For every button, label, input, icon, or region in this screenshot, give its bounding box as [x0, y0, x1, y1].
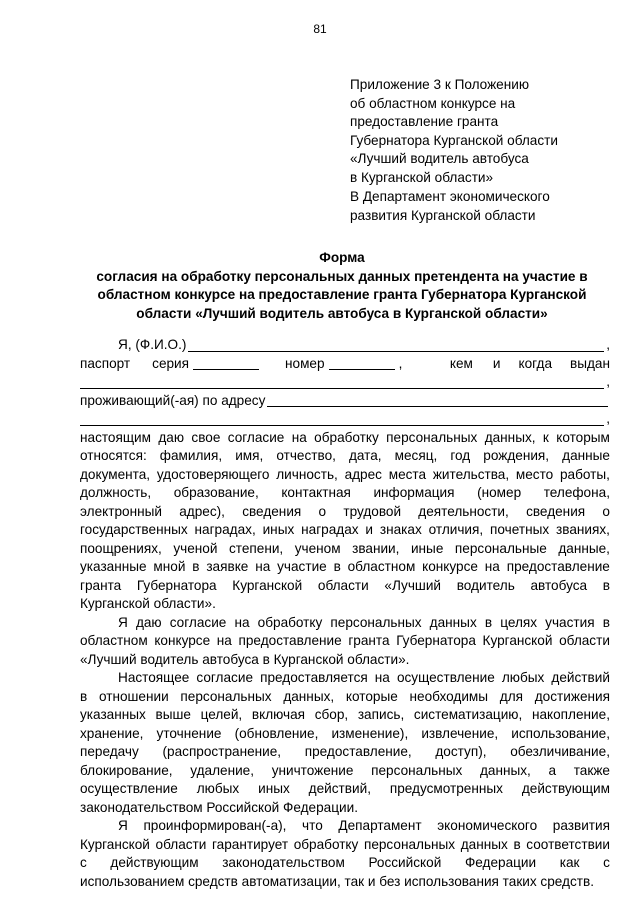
- text-line: использованием средств автоматизации, так и без использования таких средств.: [80, 873, 594, 889]
- addressee-line: В Департамент экономического: [350, 189, 550, 204]
- form-title-line: Форма: [319, 250, 365, 265]
- text-line: Я даю согласие на обработку персональных данных в целях участия в: [118, 614, 610, 630]
- appendix-line: в Курганской области»: [350, 169, 494, 185]
- issued-word: когда: [518, 355, 552, 371]
- addressee-line: развития Курганской области: [350, 207, 536, 223]
- form-title-line: области «Лучший водитель автобуса в Курганской области»: [136, 305, 548, 321]
- passport-label: паспорт: [80, 355, 131, 371]
- address-field-2[interactable]: [80, 412, 604, 426]
- text-line: должность, образование, контактная информация (номер телефона,: [80, 485, 610, 500]
- appendix-line: Приложение 3 к Положению: [350, 77, 530, 92]
- issued-by-field[interactable]: [80, 375, 604, 389]
- number-comma: ,: [398, 355, 403, 371]
- number-field[interactable]: [329, 356, 395, 370]
- issued-by-comma: ,: [606, 374, 610, 389]
- text-line: хранение, уточнение (обновление, изменение), извлечение, использование,: [80, 725, 610, 741]
- text-line: государственных наградах, иных наградах и знаках отличия, почетных званиях,: [80, 522, 610, 537]
- text-line: с действующим законодательством Российской Федерации как с: [80, 855, 610, 870]
- fio-field[interactable]: [188, 338, 604, 352]
- text-line: Курганской области гарантирует обработку персональных данных в соответствии: [80, 836, 610, 852]
- text-line: настоящим даю свое согласие на обработку персональных данных, к которым: [80, 429, 610, 445]
- text-line: осуществление любых иных действий, предусмотренных действующим: [80, 781, 610, 796]
- text-line: в отношении персональных данных, которые необходимы для достижения: [80, 688, 610, 704]
- appendix-line: предоставление гранта: [350, 114, 499, 129]
- issued-word: выдан: [570, 355, 610, 371]
- series-label: серия: [152, 355, 190, 371]
- issued-word: и: [492, 355, 501, 371]
- address-comma: ,: [606, 411, 610, 426]
- appendix-line: об областном конкурсе на: [350, 95, 516, 111]
- issued-word: кем: [449, 355, 473, 371]
- paragraph-purpose: [80, 614, 610, 670]
- text-line: документа, удостоверяющего личность, адрес места жительства, место работы,: [80, 466, 610, 482]
- fio-label: Я, (Ф.И.О.): [118, 337, 187, 352]
- issued-by-row: [80, 373, 610, 392]
- text-line: указанные мной в заявке на участие в областном конкурсе на предоставление: [80, 559, 610, 574]
- text-line: относятся: фамилия, имя, отчество, дата, месяц, год рождения, данные: [80, 448, 610, 463]
- text-line: Я проинформирован(-а), что Департамент экономического развития: [118, 818, 610, 833]
- number-label: номер: [285, 355, 325, 371]
- text-line: электронный адрес), сведения о трудовой деятельности, сведения о: [80, 503, 610, 519]
- paragraph-consent: [80, 429, 610, 614]
- form-title: [74, 249, 610, 323]
- page-number: 81: [313, 22, 327, 36]
- text-line: законодательством Российской Федерации.: [80, 799, 358, 815]
- address-label: проживающий(-ая) по адресу: [80, 392, 266, 408]
- consent-body: [80, 336, 610, 891]
- text-line: областном конкурсе на предоставление гранта Губернатора Курганской области: [80, 633, 610, 648]
- form-title-line: согласия на обработку персональных данных претендента на участие в: [96, 268, 588, 284]
- text-line: блокирование, удаление, уничтожение персональных данных, а также: [80, 762, 610, 778]
- text-line: Настоящее согласие предоставляется на осуществление любых действий: [118, 670, 610, 685]
- form-title-line: областном конкурсе на предоставление гранта Губернатора Курганской: [97, 287, 587, 302]
- text-line: Курганской области».: [80, 596, 216, 611]
- address-row: [80, 392, 610, 411]
- text-line: «Лучший водитель автобуса в Курганской области».: [80, 651, 410, 667]
- text-line: поощрениях, ученой степени, ученом звании, иные персональные данные,: [80, 540, 610, 556]
- address-row-2: [80, 410, 610, 429]
- text-line: указанных выше целей, включая сбор, запись, систематизацию, накопление,: [80, 707, 610, 722]
- text-line: передачу (распространение, предоставление, доступ), обезличивание,: [80, 744, 610, 759]
- appendix-line: Губернатора Курганской области: [350, 132, 558, 148]
- series-field[interactable]: [193, 356, 259, 370]
- address-field[interactable]: [267, 393, 608, 407]
- fio-comma: ,: [606, 337, 610, 352]
- paragraph-guarantee: [80, 817, 610, 891]
- passport-row: [80, 355, 610, 374]
- appendix-note: [350, 76, 620, 187]
- text-line: гранта Губернатора Курганской области «Лучший водитель автобуса в: [80, 577, 610, 593]
- appendix-line: «Лучший водитель автобуса: [350, 151, 529, 166]
- fio-row: [80, 336, 610, 355]
- addressee: [350, 188, 620, 225]
- paragraph-actions: [80, 669, 610, 817]
